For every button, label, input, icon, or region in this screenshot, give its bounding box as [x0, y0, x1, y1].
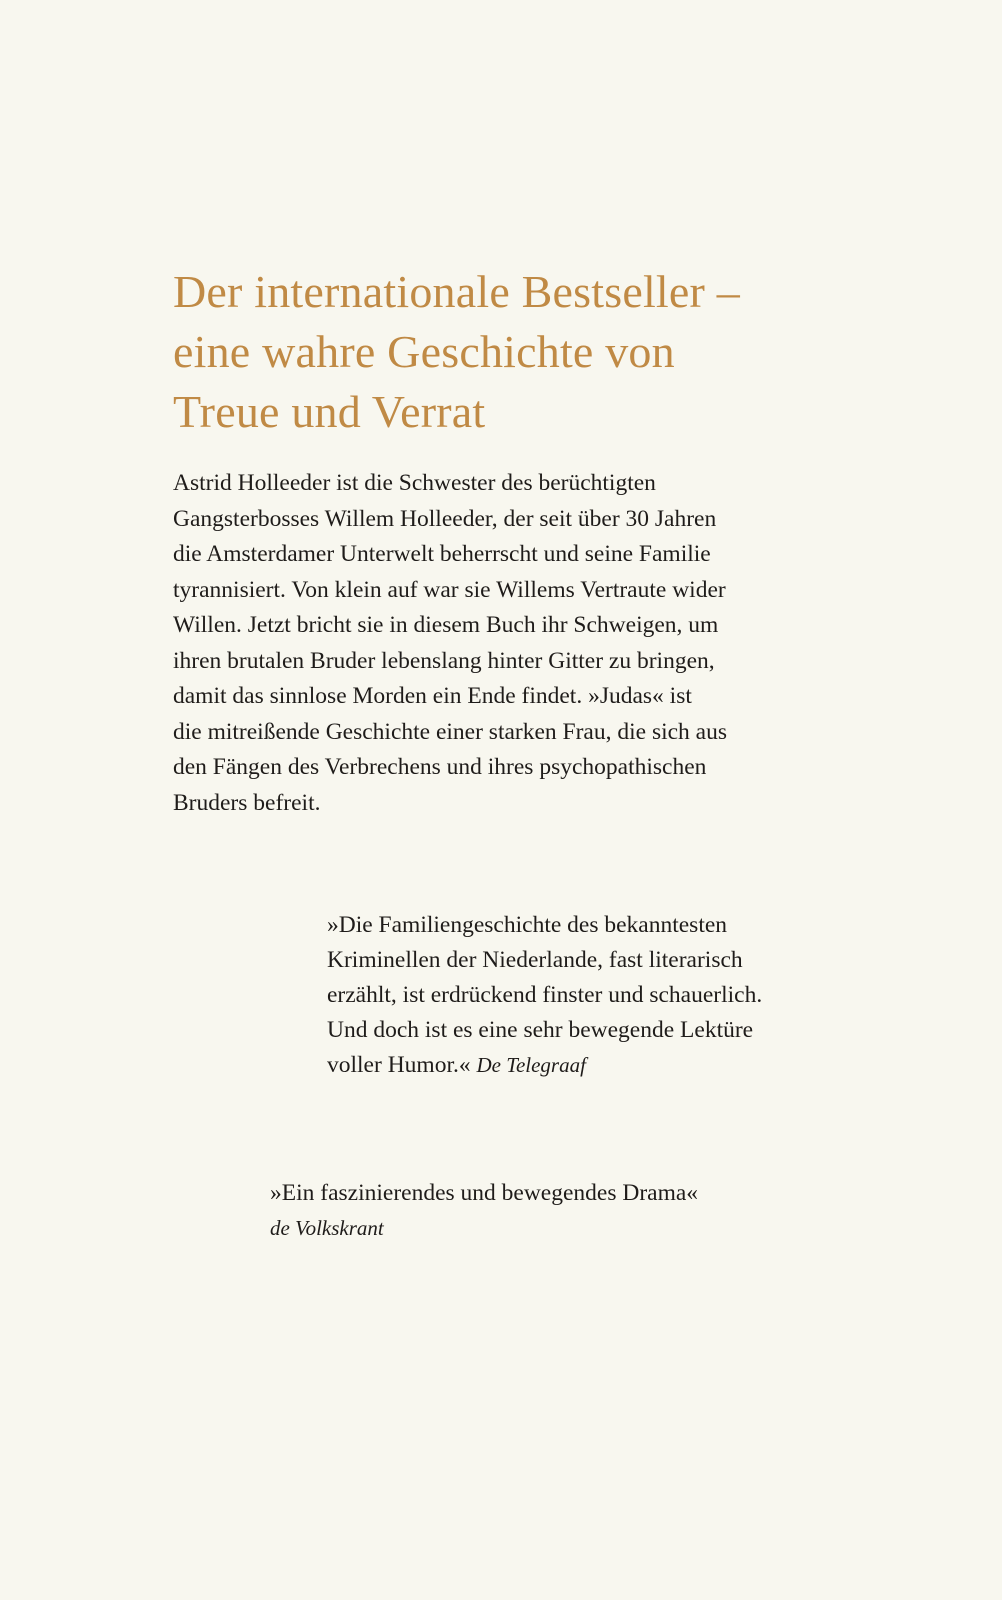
description-line: die Amsterdamer Unterwelt beherrscht und seine Familie [173, 541, 711, 567]
headline-line: eine wahre Geschichte von [173, 326, 675, 377]
description-line: Bruders befreit. [173, 789, 321, 816]
quote-line: Und doch ist es eine sehr bewegende Lektüre [327, 1017, 754, 1043]
description-line: die mitreißende Geschichte einer starken Frau, die sich aus [173, 718, 728, 745]
quote-line-with-source [327, 1048, 927, 1083]
headline [173, 262, 893, 442]
headline-line: Der internationale Bestseller – [173, 266, 740, 317]
description-paragraph [173, 466, 893, 821]
description-line: den Fängen des Verbrechens und ihres psychopathischen [173, 754, 707, 780]
headline-line: Treue und Verrat [173, 386, 486, 437]
quote-source: de Volkskrant [270, 1216, 384, 1240]
description-line: damit das sinnlose Morden ein Ende findet. »Judas« ist [173, 683, 692, 709]
description-line: Gangsterbosses Willem Holleeder, der seit über 30 Jahren [173, 505, 717, 532]
description-line: Willen. Jetzt bricht sie in diesem Buch ihr Schweigen, um [173, 612, 719, 638]
description-line: Astrid Holleeder ist die Schwester des berüchtigten [173, 470, 656, 496]
quote-line: voller Humor.« [327, 1052, 471, 1078]
quote-line: erzählt, ist erdrückend finster und schauerlich. [327, 982, 763, 1008]
description-line: ihren brutalen Bruder lebenslang hinter Gitter zu bringen, [173, 647, 715, 674]
review-quote-volkskrant [270, 1176, 910, 1246]
quote-line: »Ein faszinierendes und bewegendes Drama« [270, 1180, 699, 1206]
quote-line: »Die Familiengeschichte des bekanntesten [327, 912, 728, 938]
quote-line: Kriminellen der Niederlande, fast literarisch [327, 947, 743, 973]
description-line: tyrannisiert. Von klein auf war sie Willems Vertraute wider [173, 576, 726, 603]
quote-source: De Telegraaf [476, 1053, 586, 1077]
review-quote-telegraaf [327, 908, 927, 1083]
